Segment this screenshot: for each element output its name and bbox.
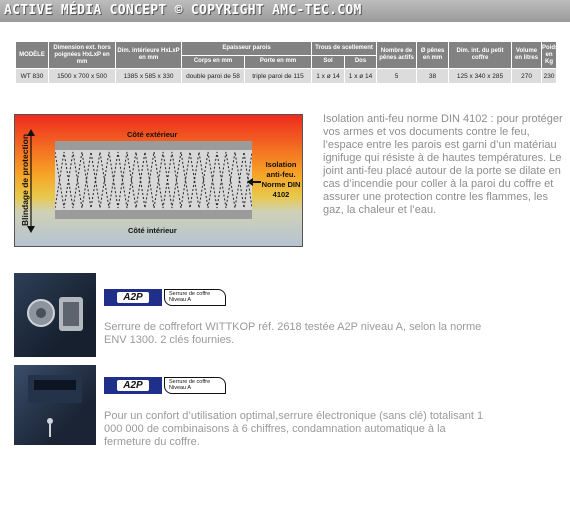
col-anchor-floor: Sol [312,55,345,69]
col-walls: Epaisseur parois [182,42,312,56]
col-walls-door: Porte en mm [245,55,312,69]
col-dims-int: Dim. intérieure HxLxP en mm [116,42,182,69]
insulation-pattern [55,150,252,210]
cell-walls-body: double paroi de 58 [182,69,245,84]
inner-plate [55,210,252,219]
keypad-icon [14,365,96,445]
table-header-row [16,42,557,56]
header-title: ACTIVE MÉDIA CONCEPT © COPYRIGHT AMC-TEC.COM [4,3,362,18]
cell-model: WT 830 [16,69,49,84]
isolation-description: Isolation anti-feu norme DIN 4102 : pour protéger vos armes et vos documents contre le feu, l’espace entre les parois est garni d’un matériau ignifuge qui résiste à de hautes températures. Le joint anti-feu placé autour de la porte se dilate en cas d’incendie pour coller à la paroi du coffre et assurer une protection contre les flammes, les gaz, la chaleur et l’eau. [323,113,563,216]
col-weight: Poids en Kg [542,42,557,69]
inner-side-label: Côté intérieur [128,226,177,235]
col-volume: Volume en litres [512,42,542,69]
col-anchor-back: Dos [345,55,377,69]
col-model: MODÈLE [16,42,49,69]
cell-dims-ext: 1500 x 700 x 500 [49,69,116,84]
outer-side-label: Côté extérieur [127,130,178,139]
cell-small-box: 125 x 340 x 285 [449,69,512,84]
combination-lock-icon [14,273,96,357]
cell-dims-int: 1385 x 585 x 330 [116,69,182,84]
col-small-box: Dim. int. du petit coffre [449,42,512,69]
cell-bolts: 5 [377,69,417,84]
col-bolts: Nombre de pênes actifs [377,42,417,69]
badge-text: Serrure de coffre Niveau A [164,289,226,306]
fire-protection-diagram [14,114,303,247]
cell-volume: 270 [512,69,542,84]
lock2-description: Pour un confort d’utilisation optimal,serrure électronique (sans clé) totalisant 1 000 000 de combinaisons à 6 chiffres, condamnation automatique à la fermeture du coffre. [104,410,484,448]
cell-weight: 230 [542,69,557,84]
cell-anchor-back: 1 x ø 14 [345,69,377,84]
a2p-logo: A2P [104,377,162,394]
col-bolt-diam: Ø pênes en mm [417,42,449,69]
lock1-description: Serrure de coffrefort WITTKOP réf. 2618 testée A2P niveau A, selon la norme ENV 1300. 2 clés fournies. [104,321,482,346]
electronic-lock-photo [14,365,96,445]
outer-plate [55,141,252,150]
col-dims-ext: Dimension ext. hors poignées HxLxP en mm [49,42,116,69]
col-walls-body: Corps en mm [182,55,245,69]
cell-walls-door: triple paroi de 115 [245,69,312,84]
col-anchor: Trous de scellement [312,42,377,56]
header-bar [0,0,570,22]
table-row [16,69,557,84]
mechanical-lock-photo [14,273,96,357]
cell-anchor-floor: 1 x ø 14 [312,69,345,84]
protection-label: Blindage de protection [20,133,31,227]
a2p-logo: A2P [104,289,162,306]
badge-text: Serrure de coffre Niveau A [164,377,226,394]
cell-bolt-diam: 38 [417,69,449,84]
specs-table [15,41,557,84]
insulation-layer [55,150,252,210]
insulation-label: Isolation anti-feu. Norme DIN 4102 [261,160,301,199]
